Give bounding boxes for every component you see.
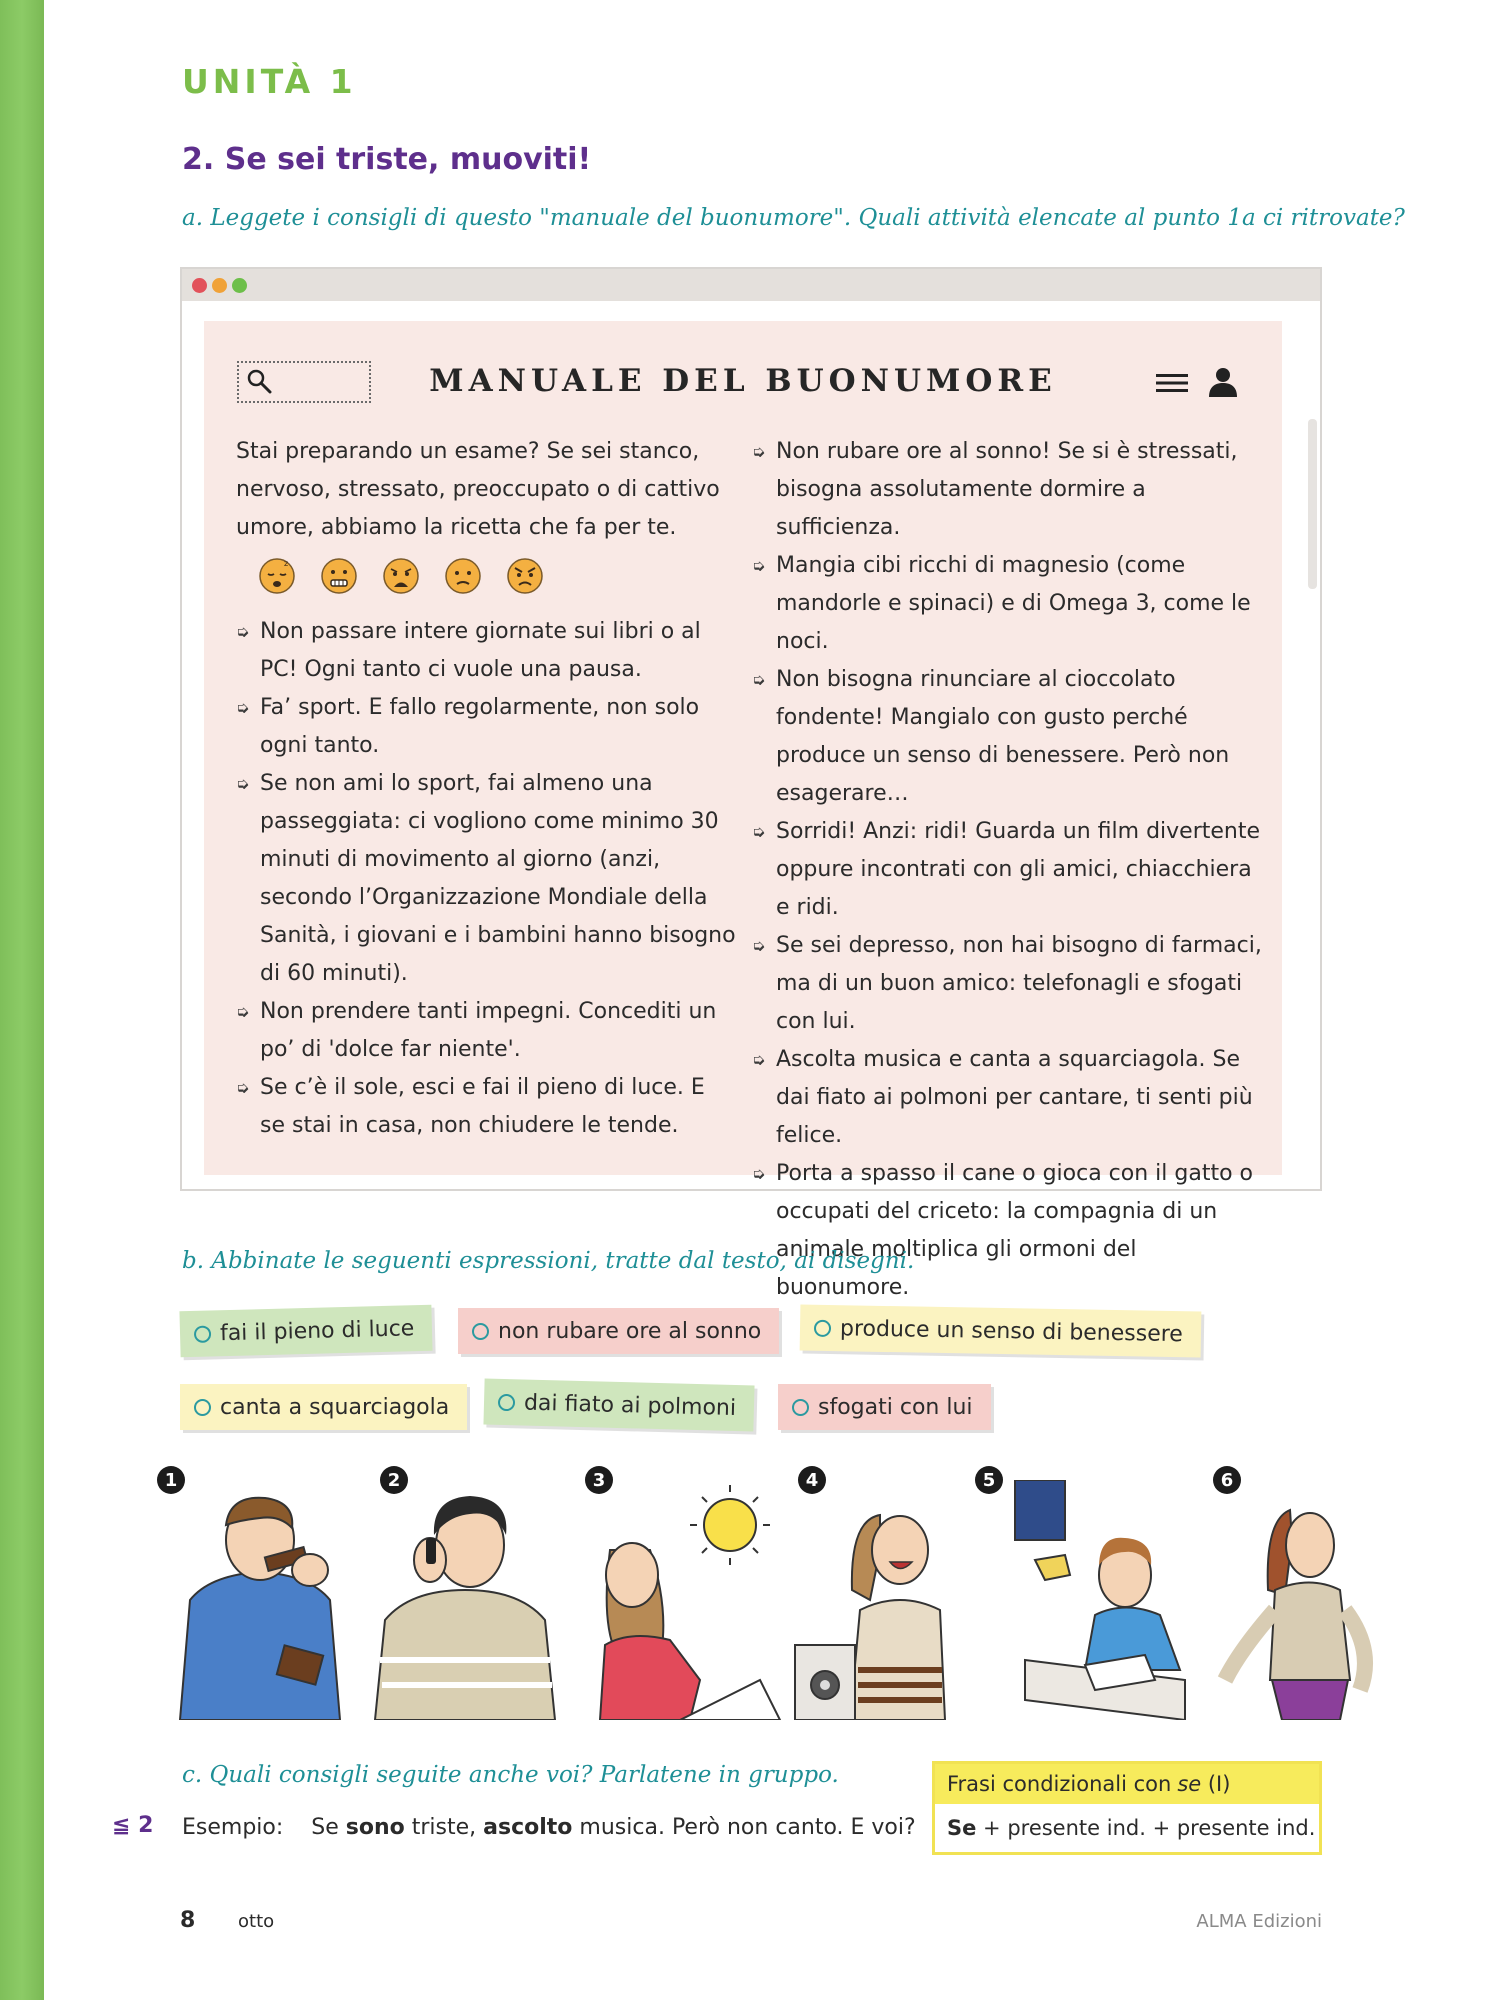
picture-number: 6 [1213, 1466, 1241, 1494]
anxious-face-icon [382, 557, 420, 595]
user-icon [1208, 366, 1238, 398]
arrow-bullet-icon: ➭ [752, 670, 766, 689]
answer-circle-icon [472, 1323, 489, 1340]
publisher: ALMA Edizioni [1196, 1911, 1322, 1932]
arrow-bullet-icon: ➭ [236, 1078, 250, 1097]
exercise-book-icon: ≦ [112, 1813, 131, 1838]
grammar-box [932, 1761, 1322, 1855]
list-item: ➭ Se non ami lo sport, fai almeno una passeggiata: ci vogliono come minimo 30 minuti di movimento al giorno (anzi, secondo l’Organizzazione Mondiale della Sanità, i giovani e i bambini hanno bisogno di 60 minuti). [236, 765, 736, 993]
side-strip [0, 0, 44, 2000]
list-item: ➭ Fa’ sport. E fallo regolarmente, non solo ogni tanto. [236, 689, 736, 765]
list-item: ➭ Ascolta musica e canta a squarciagola. Se dai fiato ai polmoni per cantare, ti senti più felice. [752, 1041, 1262, 1155]
expression-tag[interactable]: fai il pieno di luce [179, 1305, 432, 1358]
svg-text:z: z [284, 559, 289, 568]
maximize-dot [232, 278, 247, 293]
man-eating-chocolate-illustration [170, 1480, 350, 1720]
close-dot [192, 278, 207, 293]
instruction-b: b. Abbinate le seguenti espressioni, tratte dal testo, ai disegni. [182, 1248, 915, 1274]
arrow-bullet-icon: ➭ [236, 1002, 250, 1021]
list-item: ➭ Non rubare ore al sonno! Se si è stressati, bisogna assolutamente dormire a sufficienza. [752, 433, 1262, 547]
list-item: ➭ Se sei depresso, non hai bisogno di farmaci, ma di un buon amico: telefonagli e sfogati con lui. [752, 927, 1262, 1041]
arrow-bullet-icon: ➭ [236, 698, 250, 717]
list-item: ➭ Non passare intere giornate sui libri o al PC! Ogni tanto ci vuole una pausa. [236, 613, 736, 689]
answer-circle-icon [792, 1399, 809, 1416]
right-column [752, 433, 1262, 1307]
expression-tag[interactable]: non rubare ore al sonno [458, 1308, 779, 1354]
arrow-bullet-icon: ➭ [752, 936, 766, 955]
answer-circle-icon [498, 1393, 515, 1410]
manual-title: MANUALE DEL BUONUMORE [429, 363, 1057, 399]
example-line: Esempio: Se sono triste, ascolto musica. Però non canto. E voi? [182, 1815, 916, 1840]
arrow-bullet-icon: ➭ [752, 442, 766, 461]
intro-text: Stai preparando un esame? Se sei stanco, nervoso, stressato, preoccupato o di cattivo umore, abbiamo la ricetta che fa per te. [236, 439, 720, 540]
sleepy-face-icon [258, 557, 296, 595]
page-number: 8 [180, 1908, 196, 1933]
picture-number: 4 [798, 1466, 826, 1494]
expression-tag[interactable]: sfogati con lui [778, 1384, 991, 1430]
section-title: 2. Se sei triste, muoviti! [182, 142, 592, 177]
man-on-phone-illustration [370, 1480, 560, 1720]
expression-tag[interactable]: canta a squarciagola [180, 1384, 467, 1430]
picture-number: 5 [975, 1466, 1003, 1494]
instruction-c: c. Quali consigli seguite anche voi? Parlatene in gruppo. [182, 1762, 839, 1788]
woman-singing-illustration [790, 1480, 990, 1720]
exercise-ref: ≦ 2 [112, 1813, 154, 1838]
worried-face-icon [444, 557, 482, 595]
picture-number: 1 [157, 1466, 185, 1494]
woman-in-sun-illustration [580, 1480, 790, 1720]
emoji-row [258, 557, 736, 603]
arrow-bullet-icon: ➭ [752, 1050, 766, 1069]
browser-titlebar [182, 269, 1320, 301]
boy-studying-at-night-illustration [1005, 1480, 1195, 1720]
woman-breathing-illustration [1210, 1480, 1390, 1720]
page-word: otto [238, 1911, 275, 1932]
left-column [236, 433, 736, 1145]
unit-title: UNITÀ 1 [182, 62, 357, 101]
answer-circle-icon [194, 1399, 211, 1416]
angry-face-icon [506, 557, 544, 595]
list-item: ➭ Porta a spasso il cane o gioca con il gatto o occupati del criceto: la compagnia di un animale moltiplica gli ormoni del buonumore. [752, 1155, 1262, 1307]
menu-icon [1156, 373, 1188, 393]
arrow-bullet-icon: ➭ [752, 822, 766, 841]
answer-circle-icon [194, 1325, 211, 1342]
expression-tag[interactable]: dai fiato ai polmoni [483, 1378, 754, 1431]
scrollbar-thumb [1308, 419, 1317, 589]
list-item: ➭ Se c’è il sole, esci e fai il pieno di luce. E se stai in casa, non chiudere le tende. [236, 1069, 736, 1145]
picture-number: 3 [585, 1466, 613, 1494]
grimacing-face-icon [320, 557, 358, 595]
expression-tag[interactable]: produce un senso di benessere [800, 1305, 1202, 1358]
arrow-bullet-icon: ➭ [236, 774, 250, 793]
arrow-bullet-icon: ➭ [236, 622, 250, 641]
picture-number: 2 [380, 1466, 408, 1494]
list-item: ➭ Non prendere tanti impegni. Concediti un po’ di 'dolce far niente'. [236, 993, 736, 1069]
grammar-box-title: Frasi condizionali con se (I) [935, 1764, 1319, 1804]
arrow-bullet-icon: ➭ [752, 556, 766, 575]
instruction-a: a. Leggete i consigli di questo "manuale del buonumore". Quali attività elencate al punto 1a ci ritrovate? [182, 205, 1405, 231]
list-item: ➭ Non bisogna rinunciare al cioccolato fondente! Mangialo con gusto perché produce un senso di benessere. Però non esagerare… [752, 661, 1262, 813]
list-item: ➭ Mangia cibi ricchi di magnesio (come mandorle e spinaci) e di Omega 3, come le noci. [752, 547, 1262, 661]
list-item: ➭ Sorridi! Anzi: ridi! Guarda un film divertente oppure incontrati con gli amici, chiacchiera e ridi. [752, 813, 1262, 927]
grammar-box-rule: Se + presente ind. + presente ind. [947, 1816, 1316, 1840]
arrow-bullet-icon: ➭ [752, 1164, 766, 1183]
answer-circle-icon [814, 1319, 831, 1336]
left-tips-list [236, 613, 736, 1145]
right-tips-list [752, 433, 1262, 1307]
minimize-dot [212, 278, 227, 293]
